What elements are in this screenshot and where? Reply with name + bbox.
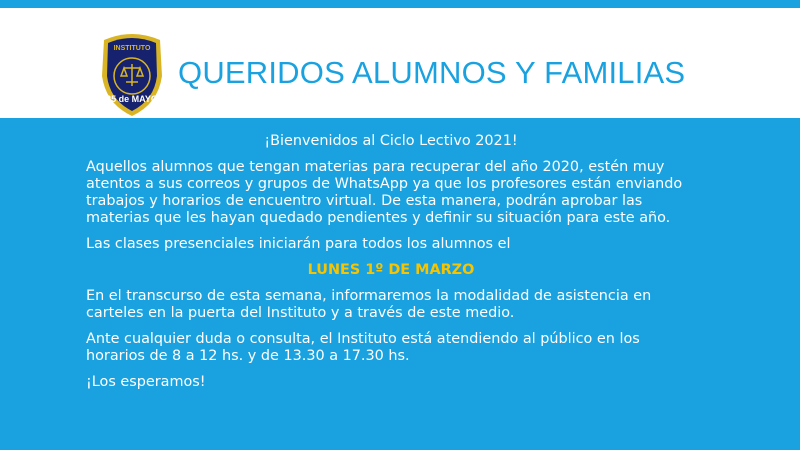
logo-main-text: 25 de MAYO bbox=[106, 94, 158, 104]
page-title: QUERIDOS ALUMNOS Y FAMILIAS bbox=[178, 55, 686, 90]
welcome-text: ¡Bienvenidos al Ciclo Lectivo 2021! bbox=[264, 133, 518, 149]
start-date: LUNES 1º DE MARZO bbox=[307, 262, 475, 278]
header-band bbox=[0, 8, 800, 118]
announcement-body bbox=[86, 133, 696, 400]
modality-paragraph: En el transcurso de esta semana, informaremos la modalidad de asistencia en carteles en la puerta del Instituto y a través de este medio. bbox=[86, 288, 652, 321]
recovery-paragraph: Aquellos alumnos que tengan materias para recuperar del año 2020, estén muy atentos a sus correos y grupos de WhatsApp ya que los profesores están enviando trabajos y horarios de encuentro virtual. De esta manera, podrán aprobar las materias que les hayan quedado pendientes y definir su situación para este año. bbox=[86, 159, 683, 226]
start-paragraph: Las clases presenciales iniciarán para todos los alumnos el bbox=[86, 236, 511, 252]
institute-logo bbox=[96, 24, 168, 120]
contact-paragraph: Ante cualquier duda o consulta, el Instituto está atendiendo al público en los horarios de 8 a 12 hs. y de 13.30 a 17.30 hs. bbox=[86, 331, 640, 364]
closing-text: ¡Los esperamos! bbox=[86, 374, 206, 390]
logo-top-text: INSTITUTO bbox=[113, 45, 151, 52]
top-strip bbox=[0, 0, 800, 8]
